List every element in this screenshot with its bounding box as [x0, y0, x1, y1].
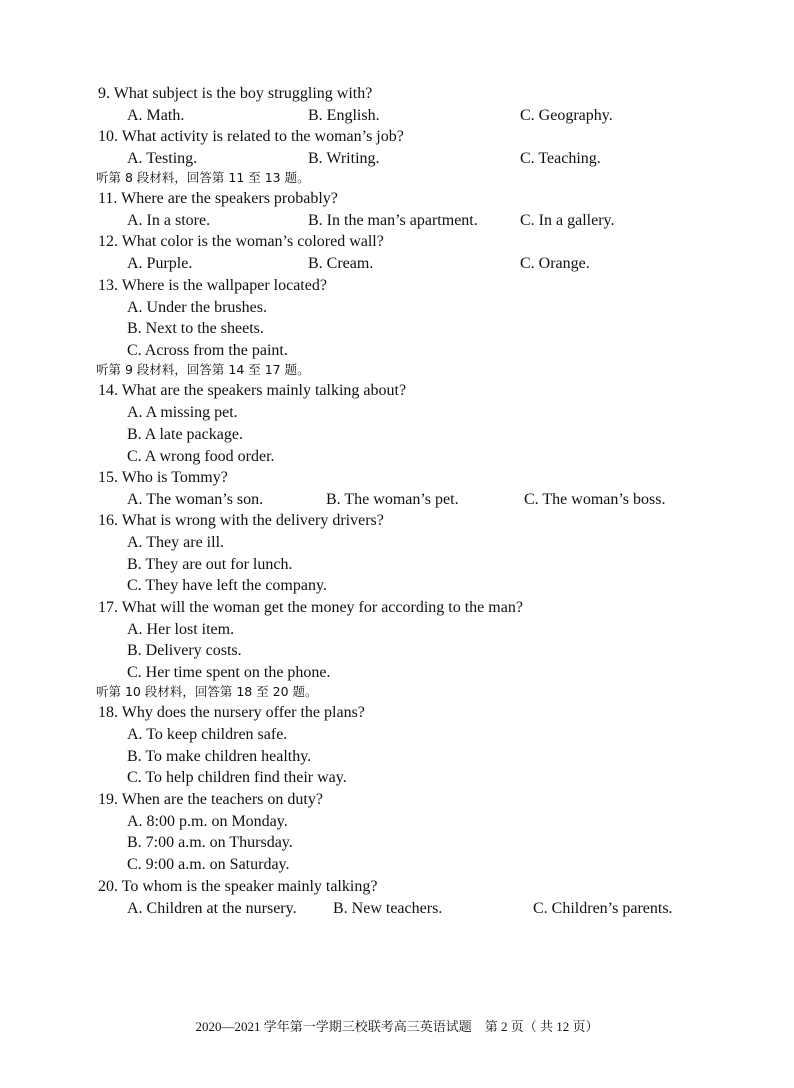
option-14c: C. A wrong food order. [127, 448, 275, 465]
question-9: 9. What subject is the boy struggling with? [98, 85, 373, 102]
question-11: 11. Where are the speakers probably? [98, 190, 338, 207]
option-10a: A. Testing. [127, 150, 198, 167]
option-15a: A. The woman’s son. [127, 491, 264, 508]
option-14b: B. A late package. [127, 426, 243, 443]
option-15b: B. The woman’s pet. [326, 491, 459, 508]
question-13: 13. Where is the wallpaper located? [98, 277, 327, 294]
option-14a: A. A missing pet. [127, 404, 238, 421]
question-12: 12. What color is the woman’s colored wall? [98, 233, 384, 250]
question-17: 17. What will the woman get the money for according to the man? [98, 599, 523, 616]
section-heading-10: 听第 10 段材料，回答第 18 至 20 题。 [96, 684, 318, 699]
option-20c: C. Children’s parents. [533, 900, 673, 917]
option-9c: C. Geography. [520, 107, 613, 124]
option-19c: C. 9:00 a.m. on Saturday. [127, 856, 290, 873]
question-16: 16. What is wrong with the delivery drivers? [98, 512, 384, 529]
option-17c: C. Her time spent on the phone. [127, 664, 331, 681]
question-15: 15. Who is Tommy? [98, 469, 228, 486]
option-17a: A. Her lost item. [127, 621, 235, 638]
question-19: 19. When are the teachers on duty? [98, 791, 323, 808]
option-16b: B. They are out for lunch. [127, 556, 293, 573]
option-13a: A. Under the brushes. [127, 299, 267, 316]
option-19b: B. 7:00 a.m. on Thursday. [127, 834, 293, 851]
option-9b: B. English. [308, 107, 380, 124]
option-18c: C. To help children find their way. [127, 769, 347, 786]
option-16c: C. They have left the company. [127, 577, 327, 594]
question-18: 18. Why does the nursery offer the plans? [98, 704, 365, 721]
option-17b: B. Delivery costs. [127, 642, 242, 659]
option-10b: B. Writing. [308, 150, 380, 167]
option-18a: A. To keep children safe. [127, 726, 288, 743]
question-10: 10. What activity is related to the woman’s job? [98, 128, 404, 145]
option-20b: B. New teachers. [333, 900, 443, 917]
option-18b: B. To make children healthy. [127, 748, 312, 765]
question-14: 14. What are the speakers mainly talking about? [98, 382, 407, 399]
option-12a: A. Purple. [127, 255, 193, 272]
option-11c: C. In a gallery. [520, 212, 615, 229]
option-11a: A. In a store. [127, 212, 211, 229]
option-20a: A. Children at the nursery. [127, 900, 297, 917]
option-11b: B. In the man’s apartment. [308, 212, 478, 229]
option-15c: C. The woman’s boss. [524, 491, 666, 508]
page-footer: 2020—2021 学年第一学期三校联考高三英语试题 第 2 页（ 共 12 页） [195, 1019, 599, 1034]
section-heading-9: 听第 9 段材料，回答第 14 至 17 题。 [96, 362, 310, 377]
option-10c: C. Teaching. [520, 150, 601, 167]
option-12b: B. Cream. [308, 255, 374, 272]
section-heading-8: 听第 8 段材料，回答第 11 至 13 题。 [96, 170, 310, 185]
option-12c: C. Orange. [520, 255, 590, 272]
option-16a: A. They are ill. [127, 534, 225, 551]
option-9a: A. Math. [127, 107, 185, 124]
option-13b: B. Next to the sheets. [127, 320, 264, 337]
question-20: 20. To whom is the speaker mainly talking? [98, 878, 378, 895]
option-13c: C. Across from the paint. [127, 342, 288, 359]
option-19a: A. 8:00 p.m. on Monday. [127, 813, 288, 830]
